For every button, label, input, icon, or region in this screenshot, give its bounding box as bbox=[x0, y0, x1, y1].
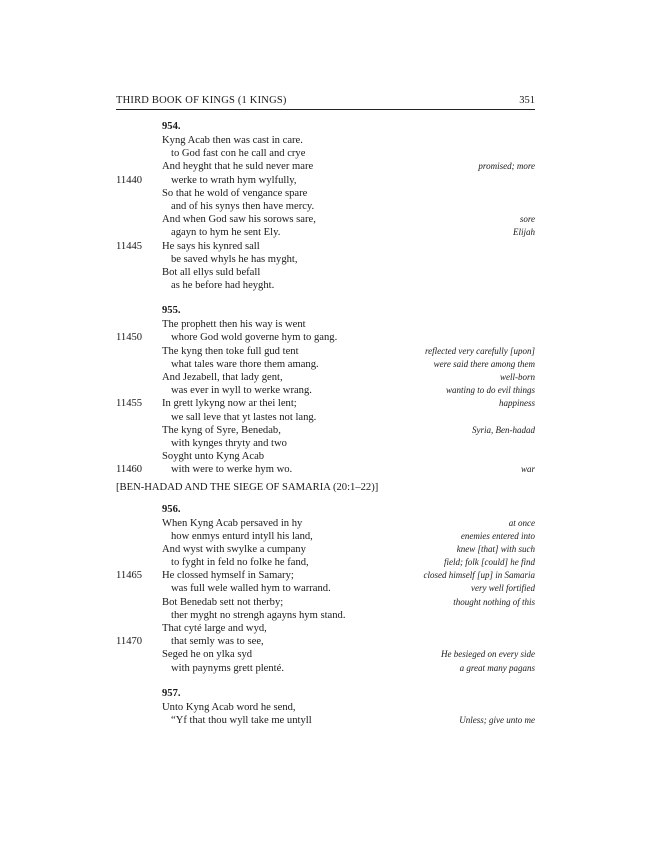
stanza-number-row bbox=[116, 687, 535, 701]
marginal-gloss: promised; more bbox=[478, 161, 535, 172]
verse-text: with paynyms grett plenté. bbox=[171, 662, 284, 674]
verse-text: werke to wrath hym wylfully, bbox=[171, 174, 297, 186]
verse-line bbox=[116, 226, 535, 239]
line-number: 11465 bbox=[116, 570, 143, 582]
verse-text: whore God wold governe hym to gang. bbox=[171, 332, 338, 344]
verse-line bbox=[116, 582, 535, 595]
verse-line bbox=[116, 134, 535, 147]
marginal-gloss: closed himself [up] in Samaria bbox=[423, 570, 535, 581]
verse-text: He says his kynred sall bbox=[162, 240, 260, 252]
verse-text: When Kyng Acab persaved in hy bbox=[162, 517, 303, 529]
verse-text: was ever in wyll to werke wrang. bbox=[171, 385, 312, 397]
verse-text: that semly was to see, bbox=[171, 636, 264, 648]
marginal-gloss: He besieged on every side bbox=[441, 649, 535, 660]
verse-line bbox=[116, 450, 535, 463]
verse-text: The kyng of Syre, Benedab, bbox=[162, 424, 281, 436]
verse-line bbox=[116, 530, 535, 543]
page-number: 351 bbox=[519, 95, 535, 106]
marginal-gloss: very well fortified bbox=[471, 583, 535, 594]
verse-line bbox=[116, 318, 535, 331]
verse-line bbox=[116, 463, 535, 476]
verse-text: what tales ware thore them amang. bbox=[171, 358, 319, 370]
line-number: 11440 bbox=[116, 174, 143, 186]
marginal-gloss: well-born bbox=[500, 372, 535, 382]
verse-line bbox=[116, 147, 535, 160]
verse-line bbox=[116, 411, 535, 424]
verse-text: with kynges thryty and two bbox=[171, 437, 287, 449]
verse-line bbox=[116, 240, 535, 253]
verse-text: ther myght no strengh agayns hym stand. bbox=[171, 609, 346, 621]
verse-line bbox=[116, 609, 535, 622]
marginal-gloss: happiness bbox=[499, 398, 535, 409]
verse-text: That cyté large and wyd, bbox=[162, 623, 267, 634]
verse-text: was full wele walled hym to warrand. bbox=[171, 583, 331, 595]
stanza-number: 954. bbox=[162, 121, 181, 132]
marginal-gloss: thought nothing of this bbox=[453, 596, 535, 607]
stanza-group-b bbox=[116, 503, 535, 728]
verse-line bbox=[116, 253, 535, 266]
section-heading bbox=[116, 481, 535, 495]
stanza-number-row bbox=[116, 304, 535, 318]
verse-line bbox=[116, 543, 535, 556]
verse-line bbox=[116, 648, 535, 661]
verse-line bbox=[116, 279, 535, 292]
verse-line bbox=[116, 701, 535, 714]
verse-line bbox=[116, 371, 535, 384]
verse-line bbox=[116, 358, 535, 371]
verse-text: Unto Kyng Acab word he send, bbox=[162, 701, 296, 713]
line-number: 11460 bbox=[116, 464, 143, 476]
verse-text: And Jezabell, that lady gent, bbox=[162, 372, 283, 383]
verse-line bbox=[116, 397, 535, 410]
line-number: 11445 bbox=[116, 240, 143, 252]
verse-line bbox=[116, 569, 535, 582]
stanza-number-row bbox=[116, 503, 535, 517]
verse-text: The prophett then his way is went bbox=[162, 319, 306, 331]
stanza-gap bbox=[116, 292, 535, 304]
marginal-gloss: knew [that] with such bbox=[456, 543, 535, 554]
running-title: THIRD BOOK OF KINGS (1 KINGS) bbox=[116, 95, 287, 106]
verse-text: Seged he on ylka syd bbox=[162, 649, 253, 661]
stanza-gap bbox=[116, 675, 535, 687]
verse-line bbox=[116, 200, 535, 213]
verse-line bbox=[116, 622, 535, 635]
marginal-gloss: a great many pagans bbox=[459, 662, 535, 673]
line-number: 11455 bbox=[116, 398, 143, 410]
marginal-gloss: war bbox=[520, 464, 535, 475]
verse-line bbox=[116, 266, 535, 279]
marginal-gloss: enemies entered into bbox=[460, 530, 535, 541]
verse-line bbox=[116, 437, 535, 450]
verse-line bbox=[116, 187, 535, 200]
verse-text: So that he wold of vengance spare bbox=[162, 187, 308, 199]
verse-text: And wyst with swylke a cumpany bbox=[162, 543, 306, 555]
verse-text: to God fast con he call and crye bbox=[171, 148, 306, 160]
marginal-gloss: sore bbox=[519, 214, 535, 225]
verse-text: we sall leve that yt lastes not lang. bbox=[171, 411, 317, 423]
verse-text: Bot Benedab sett not therby; bbox=[162, 596, 284, 608]
verse-text: to fyght in feld no folke he fand, bbox=[171, 557, 309, 569]
verse-text: with were to werke hym wo. bbox=[171, 464, 293, 476]
marginal-gloss: wanting to do evil things bbox=[446, 385, 535, 396]
verse-line bbox=[116, 662, 535, 675]
stanza-number: 956. bbox=[162, 503, 181, 515]
verse-text: Soyght unto Kyng Acab bbox=[162, 451, 265, 463]
verse-text: agayn to hym he sent Ely. bbox=[171, 227, 281, 239]
verse-line bbox=[116, 424, 535, 437]
stanza-number: 957. bbox=[162, 687, 181, 699]
verse-text: And when God saw his sorows sare, bbox=[162, 214, 316, 226]
verse-line bbox=[116, 174, 535, 187]
verse-line bbox=[116, 384, 535, 397]
stanza-group-a bbox=[116, 120, 535, 477]
marginal-gloss: field; folk [could] he find bbox=[444, 557, 535, 568]
line-number: 11470 bbox=[116, 636, 143, 648]
marginal-gloss: at once bbox=[508, 517, 535, 528]
verse-text: how enmys enturd intyll his land, bbox=[171, 530, 313, 542]
verse-line bbox=[116, 596, 535, 609]
stanza-number: 955. bbox=[162, 305, 181, 317]
verse-line bbox=[116, 714, 535, 727]
verse-line bbox=[116, 160, 535, 173]
marginal-gloss: Elijah bbox=[513, 227, 535, 238]
verse-text: Bot all ellys suld befall bbox=[162, 266, 261, 278]
verse-text: Kyng Acab then was cast in care. bbox=[162, 135, 303, 146]
verse-text: And heyght that he suld never mare bbox=[162, 161, 314, 173]
marginal-gloss: were said there among them bbox=[433, 358, 535, 369]
running-header bbox=[116, 95, 535, 110]
verse-line bbox=[116, 331, 535, 344]
verse-line bbox=[116, 345, 535, 358]
verse-line bbox=[116, 213, 535, 226]
section-heading-text: [BEN-HADAD AND THE SIEGE OF SAMARIA (20:1–22)] bbox=[116, 481, 379, 493]
verse-text: He clossed hymself in Samary; bbox=[162, 570, 294, 582]
marginal-gloss: reflected very carefully [upon] bbox=[424, 345, 535, 356]
verse-text: be saved whyls he has myght, bbox=[171, 253, 298, 265]
verse-text: In grett lykyng now ar thei lent; bbox=[162, 398, 297, 410]
verse-line bbox=[116, 556, 535, 569]
verse-line bbox=[116, 517, 535, 530]
verse-text: “Yf that thou wyll take me untyll bbox=[171, 714, 312, 726]
verse-text: as he before had heyght. bbox=[171, 280, 275, 292]
verse-line bbox=[116, 635, 535, 648]
line-number: 11450 bbox=[116, 332, 143, 344]
marginal-gloss: Syria, Ben-hadad bbox=[472, 424, 535, 435]
verse-text: The kyng then toke full gud tent bbox=[162, 345, 299, 357]
marginal-gloss: Unless; give unto me bbox=[459, 714, 535, 725]
poem-body bbox=[116, 120, 535, 727]
stanza-number-row bbox=[116, 120, 535, 134]
verse-text: and of his synys then have mercy. bbox=[171, 200, 315, 212]
